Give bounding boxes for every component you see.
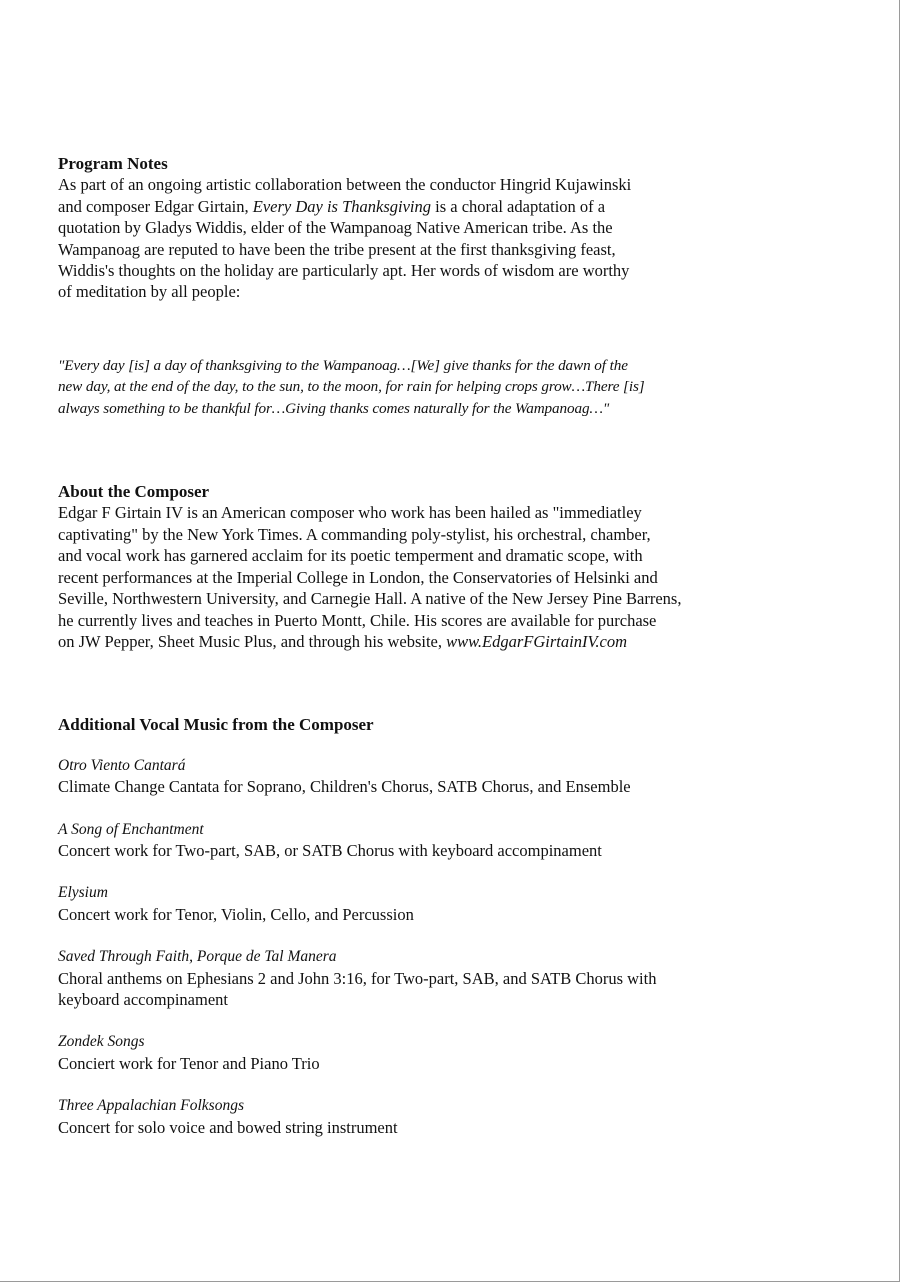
page-content	[58, 153, 838, 1159]
widdis-quote: "Every day [is] a day of thanksgiving to the Wampanoag…[We] give thanks for the dawn of the new day, at the end of the day, to the sun, to the moon, for rain for helping crops grow…There [is] always something to be thankful for…Giving thanks comes naturally for the Wampanoag…"	[58, 356, 645, 417]
program-notes-body-start: As part of an ongoing artistic collaboration between the conductor Hingrid Kujawinski and composer Edgar Girtain,	[58, 175, 632, 216]
work-description: Concert for solo voice and bowed string instrument	[58, 1117, 398, 1137]
program-notes-section	[58, 153, 838, 419]
work-title: Three Appalachian Folksongs	[58, 1097, 244, 1115]
featured-work-title: Every Day is Thanksgiving	[252, 196, 431, 216]
works-list	[58, 755, 838, 1138]
work-item	[58, 755, 838, 798]
program-notes-heading: Program Notes	[58, 154, 168, 173]
work-item	[58, 1031, 838, 1074]
composer-website-link[interactable]: www.EdgarFGirtainIV.com	[446, 631, 628, 651]
program-notes-body	[58, 174, 838, 302]
composer-bio	[58, 502, 838, 652]
work-title: Elysium	[58, 884, 108, 902]
about-composer-section	[58, 481, 838, 652]
program-notes-body-end: is a choral adaptation of a quotation by Gladys Widdis, elder of the Wampanoag Native American tribe. As the Wampanoag are reputed to have been the tribe present at the first thanksgiving feast, Widdis's thoughts on the holiday are particularly apt. Her words of wisdom are worthy of meditation by all people:	[58, 196, 630, 302]
work-description: Choral anthems on Ephesians 2 and John 3:16, for Two-part, SAB, and SATB Chorus with keyboard accompinament	[58, 968, 657, 1009]
work-description: Concert work for Tenor, Violin, Cello, and Percussion	[58, 904, 414, 924]
work-item	[58, 882, 838, 925]
work-title: A Song of Enchantment	[58, 820, 204, 838]
work-item	[58, 819, 838, 862]
work-description: Climate Change Cantata for Soprano, Children's Chorus, SATB Chorus, and Ensemble	[58, 777, 631, 797]
work-title: Zondek Songs	[58, 1033, 145, 1051]
work-description: Conciert work for Tenor and Piano Trio	[58, 1053, 320, 1073]
about-composer-heading: About the Composer	[58, 482, 210, 502]
work-item	[58, 1095, 838, 1138]
work-description: Concert work for Two-part, SAB, or SATB Chorus with keyboard accompinament	[58, 840, 602, 860]
composer-bio-text: Edgar F Girtain IV is an American composer who work has been hailed as "immediatley captivating" by the New York Times. A commanding poly-stylist, his orchestral, chamber, and vocal work has garnered acclaim for its poetic temperment and dramatic scope, with recent performances at the Imperial College in London, the Conservatories of Helsinki and Seville, Northwestern University, and Carnegie Hall. A native of the New Jersey Pine Barrens, he currently lives and teaches in Puerto Montt, Chile. His scores are available for purchase on JW Pepper, Sheet Music Plus, and through his website,	[58, 503, 682, 651]
work-title: Saved Through Faith, Porque de Tal Manera	[58, 948, 337, 966]
work-item	[58, 946, 838, 1010]
additional-works-heading: Additional Vocal Music from the Composer	[58, 715, 374, 735]
work-title: Otro Viento Cantará	[58, 756, 186, 774]
additional-works-section	[58, 714, 838, 1138]
